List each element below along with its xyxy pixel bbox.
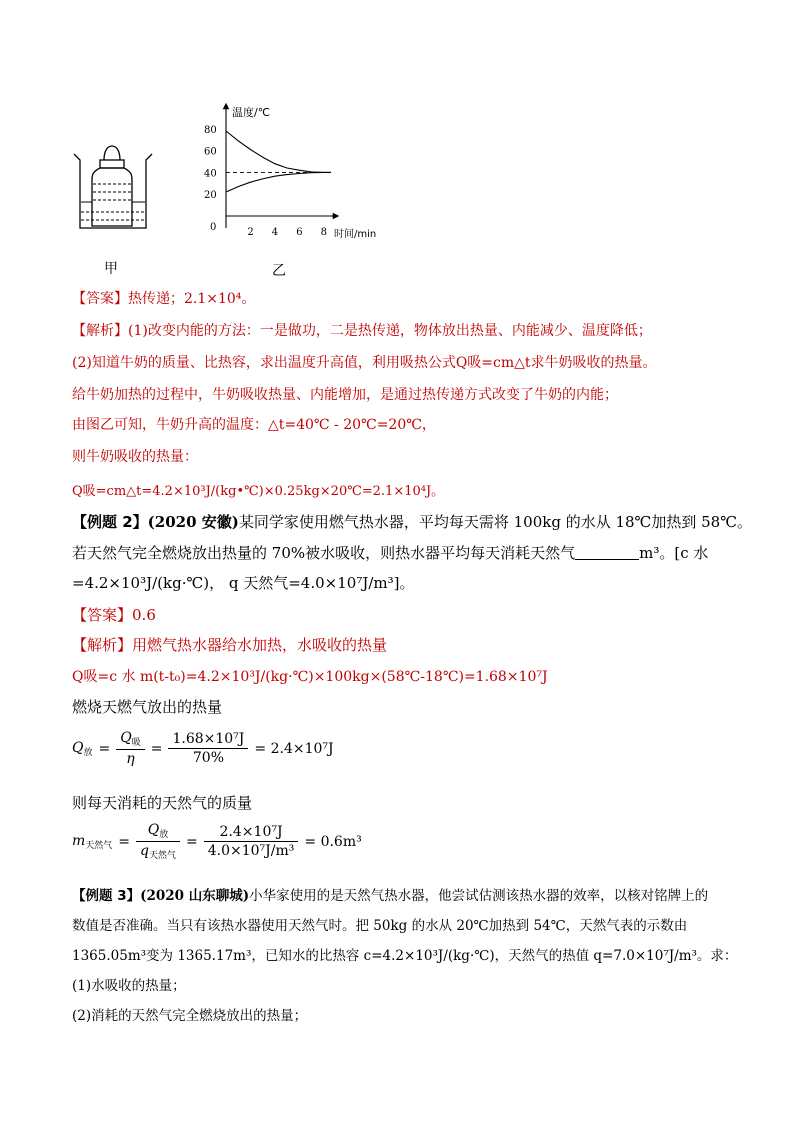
analysis-2-3: 燃烧天燃气放出的热量	[72, 698, 223, 716]
x-tick-label: 4	[271, 227, 279, 238]
answer-2: 【答案】0.6	[72, 606, 156, 624]
temperature-chart	[196, 100, 396, 248]
figure-yi-label: 乙	[272, 263, 286, 279]
analysis-2: (2)知道牛奶的质量、比热容，求出温度升高值，利用吸热公式Q吸=cm△t求牛奶吸收的热量。	[72, 355, 657, 371]
y-tick-label: 40	[204, 168, 217, 180]
milk-curve	[226, 172, 331, 192]
figure-jia-label: 甲	[104, 261, 118, 277]
hot-water-curve	[226, 131, 331, 172]
beaker-figure	[70, 140, 154, 232]
equation-heat-released: $Q_放$ = $\frac{Q_吸}{\eta}$ = $\frac{\text{1.68×10⁷J}}{70\%}$ = 2.4×10⁷J	[72, 730, 334, 767]
answer-1: 【答案】热传递；2.1×10⁴。	[72, 291, 256, 307]
y-axis-label: 温度/℃	[232, 106, 271, 119]
x-tick-label: 6	[296, 227, 303, 238]
example-2-title: 【例题 2】(2020 安徽)某同学家使用燃气热水器，平均每天需将 100kg 的水从 18℃加热到 58℃。	[72, 513, 752, 531]
answer-blank[interactable]	[575, 545, 639, 560]
example-3-line3: 1365.05m³变为 1365.17m³，已知水的比热容 c=4.2×10³J/(kg·℃)，天然气的热值 q=7.0×10⁷J/m³。求：	[72, 948, 738, 964]
analysis-3: 给牛奶加热的过程中，牛奶吸收热量、内能增加，是通过热传递方式改变了牛奶的内能；	[72, 387, 618, 403]
x-axis-label: 时间/min	[334, 229, 377, 240]
analysis-6: Q吸=cm△t=4.2×10³J/(kg•℃)×0.25kg×20℃=2.1×10⁴J。	[72, 484, 445, 499]
analysis-2-2: Q吸=c 水 m(t-t₀)=4.2×10³J/(kg·℃)×100kg×(58℃-18℃)=1.68×10⁷J	[72, 669, 548, 685]
x-tick-label: 2	[247, 227, 254, 238]
example-3-q1: (1)水吸收的热量；	[72, 978, 186, 994]
analysis-5: 则牛奶吸收的热量：	[72, 449, 198, 465]
x-tick-label: 8	[320, 227, 327, 238]
example-3-line2: 数值是否准确。当只有该热水器使用天然气时。把 50kg 的水从 20℃加热到 54℃，天然气表的示数由	[72, 918, 688, 934]
example-3-q2: (2)消耗的天然气完全燃烧放出的热量；	[72, 1008, 308, 1024]
y-tick-label: 60	[204, 146, 217, 158]
analysis-4: 由图乙可知，牛奶升高的温度：△t=40℃ - 20℃=20℃，	[72, 417, 436, 433]
analysis-2-4: 则每天消耗的天然气的质量	[72, 794, 253, 812]
x-tick-label: 0	[210, 222, 217, 233]
equation-gas-mass: $m_{天然气}$ = $\frac{Q_放}{q_{天然气}}$ = $\frac{\text{2.4×10⁷J}}{\text{4.0×10⁷J/m³}}$ = 0.6m³	[72, 822, 362, 861]
example-3-title: 【例题 3】(2020 山东聊城)小华家使用的是天然气热水器，他尝试估测该热水器的效率，以核对铭牌上的	[72, 888, 709, 904]
y-tick-label: 20	[204, 190, 217, 202]
analysis-2-1: 【解析】用燃气热水器给水加热，水吸收的热量	[72, 636, 388, 654]
y-tick-label: 80	[204, 124, 217, 136]
example-2-line3: =4.2×10³J/(kg·℃)， q 天然气=4.0×10⁷J/m³]。	[72, 574, 415, 592]
example-2-line2: 若天然气完全燃烧放出热量的 70%被水吸收，则热水器平均每天消耗天然气 m³。[c 水	[72, 544, 709, 562]
analysis-1: 【解析】(1)改变内能的方法：一是做功，二是热传递，物体放出热量、内能减少、温度降低；	[72, 323, 652, 339]
